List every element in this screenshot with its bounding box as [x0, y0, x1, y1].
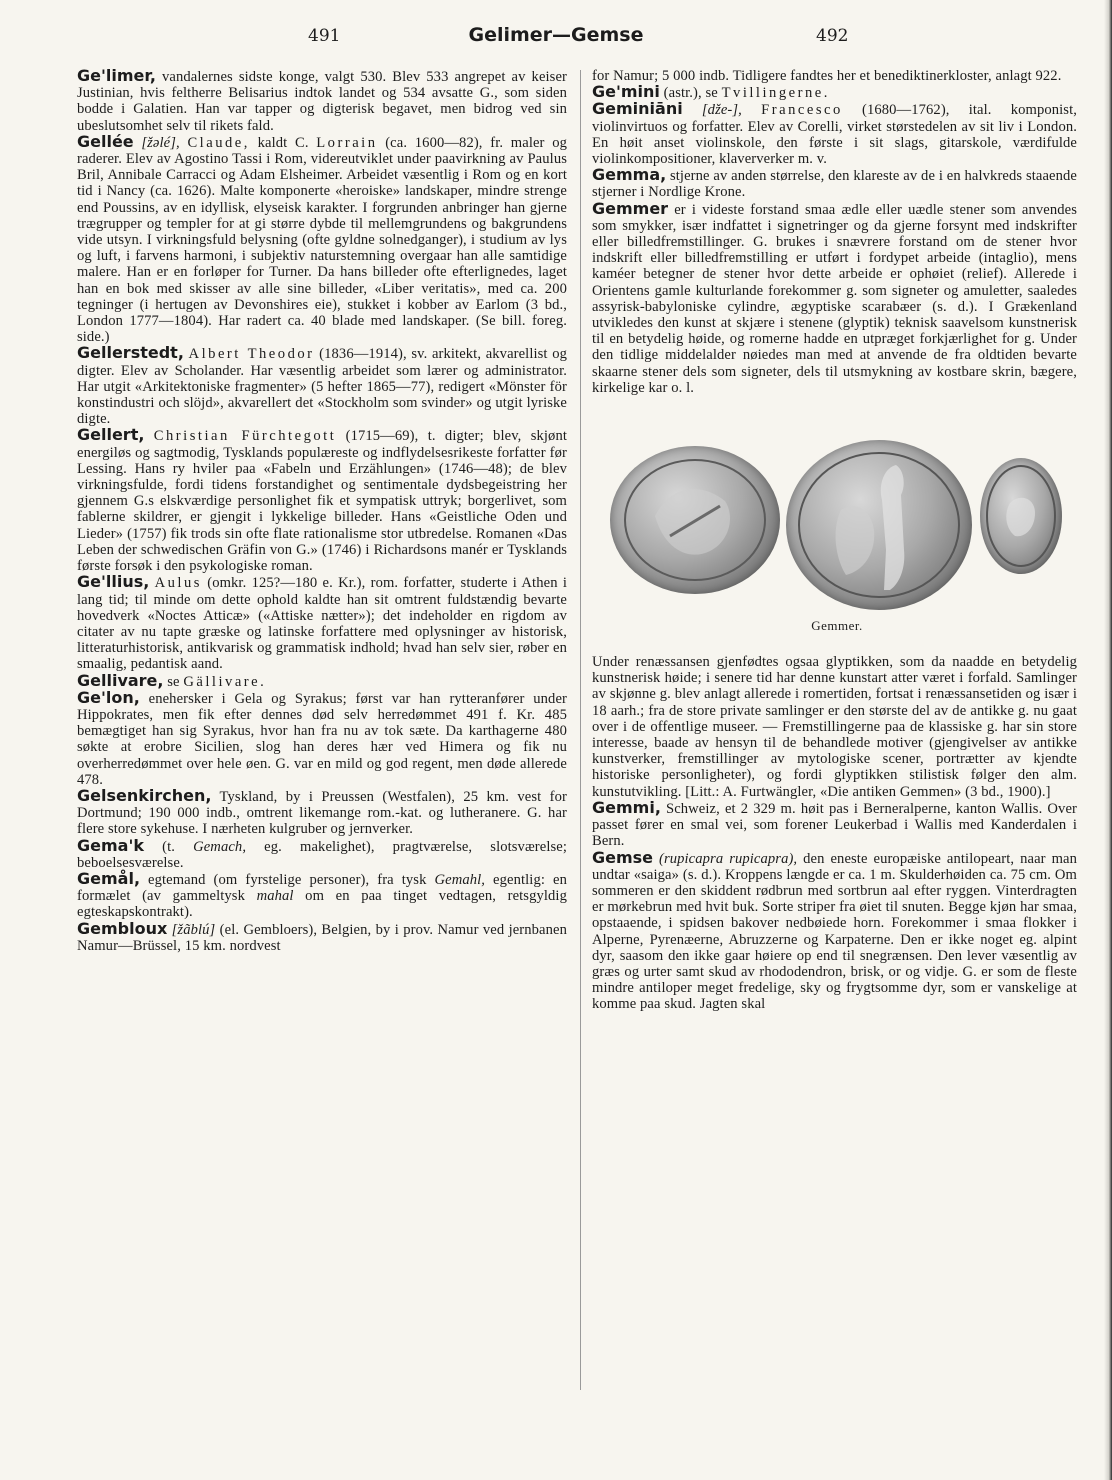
column-divider	[580, 70, 581, 1390]
headword: Gellerstedt,	[77, 343, 184, 363]
headword: Ge'lon,	[77, 687, 140, 707]
gems-illustration	[592, 440, 1077, 640]
entry-gellert: Gellert, Christian Fürchtegott (1715—69), t. digter; blev, skjønt energiløs og sagtmodig, Tysklands populæreste og indflydelsesrikeste forfatter før Lessing. Hans ry hviler paa «Fabeln und Erzählungen» (1746—48); de blev virkningsfulde, fordi tidens forstandighet og sentimentale dydsbegeistring her gjennem G.s elskværdige personlighet fik et sympatisk uttryk; borgerlivet, som fablerne skildrer, er gjengit i lykkelige billeder. Hans «Geistliche Oden und Lieder» (1757) fik trods sin ofte flate rationalisme stor utbredelse. Romanen «Das Leben der schwedischen Gräfin von G.» (1746) i Richardsons manér er Tysklands første forsøk i den psykologiske roman.	[77, 425, 567, 575]
page-number-right: 492	[816, 26, 849, 46]
gem-image-2	[786, 440, 972, 610]
headword: Ge'limer,	[77, 66, 156, 85]
entry-gemal: Gemål, egtemand (om fyrstelige personer), fra tysk Gemahl, egentlig: en formælet (av gammeltysk mahal om en paa tinget vedtagen, retsgyldig egteskapskontrakt).	[77, 868, 567, 921]
headword: Gelsenkirchen,	[77, 785, 212, 805]
gem-image-1	[610, 446, 780, 594]
entry-gemma: Gemma, stjerne av anden størrelse, den klareste av de i en halvkreds staaende stjerner i Nordlige Krone.	[592, 165, 1077, 201]
entry-gemmer-continued: Under renæssansen gjenfødtes ogsaa glyptikken, som da naadde en betydelig kunstnerisk høide; i senere tid har denne kunstart atter været i forfald. Samlinger av skjønne g. blev anlagt allerede i romertiden, fortsat i renæssansetiden og især i 18 aarh.; fra de store private samlinger er den største del av de antikke g. nu gaat over i de offentlige museer. — Fremstillingerne paa de klassiske g. har sin store interesse, baade av hensyn til de behandlede motiver (gjengivelser av antikke kunstverker, fremstillinger av mytologiske scener, portrætter av kjendte historiske personligheter), og fordi glyptikken stilistisk følger den alm. kunstutvikling. [Litt.: A. Furtwängler, «Die antiken Gemmen» (3 bd., 1900).]	[592, 654, 1077, 800]
right-column-lower	[592, 654, 1077, 1012]
entry-gellivare: Gellivare, se Gällivare.	[77, 670, 267, 690]
entry-gellee: Gellée [žəlé], Claude, kaldt C. Lorrain (ca. 1600—82), fr. maler og raderer. Elev av Agostino Tassi i Rom, videreutviklet under paavirkning av Paulus Bril, Annibale Carracci og Adam Elsheimer. Arbeidet væsentlig i Rom og en kort tid i Nancy (ca. 1626). Malte komponerte «heroiske» landskaper, mindre strenge end Poussins, av en idyllisk, elyseisk karakter. I forgrunden anbringer han gjerne trægrupper og templer for at gi større dybde til mellemgrundens og bakgrundens vide utsyn. I virkningsfuld belysning (ofte gyldne solnedganger), i studium av lys og luft, i farvens harmoni, i subjektiv naturstemning overgaar han alle samtidige malere. Han er en forløper for Turner. Da hans billeder ofte efterlignedes, laget han en bok med skisser av alle sine billeder, «Liber veritatis», med ca. 200 tegninger (i hertugen av Devonshires eie), stukket i kobber av Earlom (3 bd., London 1777—1804). Har radert ca. 40 blade med landskaper. (Se bill. foreg. side.)	[77, 131, 567, 346]
headword: Ge'mini	[592, 82, 660, 102]
entry-gelsenkirchen: Gelsenkirchen, Tyskland, by i Preussen (Westfalen), 25 km. vest for Dortmund; 190 000 indb., omtrent likemange rom.-kat. og lutheranere. G. har flere store sykehuse. I nærheten kulgruber og jernverker.	[77, 785, 567, 838]
entry-gemmer: Gemmer er i videste forstand smaa ædle eller uædle stener som anvendes som smykker, især indfattet i signetringer og da gjerne forsynt med indskrifter eller billedfremstillinger. G. brukes i snævrere forstand om de stener hvor indskrift eller billedfremstilling er utført i fordypet arbeide (intaglio), mens kaméer betegner de stener hvor dette arbeide er ophøiet (relief). Allerede i Orientens gamle kulturlande forekommer g. som signeter og amuletter, saaledes assyrisk-babyloniske cylindre, ægyptiske scarabæer (s. d.). I Grækenland utvikledes den kunst at skjære i stenene (glyptik) teknisk saavelsom kunstnerisk til en betydelig høide, og romerne hadde en utpræget forkjærlighet for g. Under den tidlige middelalder nøiedes man med at anvende de fra oldtiden bevarte skaarne stener dels som signeter, dels til utsmykning av kostbare skrin, bægere, kirkelige kar o. l.	[592, 198, 1077, 396]
entry-gelon: Ge'lon, enehersker i Gela og Syrakus; først var han rytteranfører under Hippokrates, men fik efter dennes død selv herredømmet 491 f. Kr. 485 bemægtiget han sig Syrakus, hvor han fra nu av tok sæte. Da karthagerne 480 søkte at erobre Sicilien, slog han deres hær ved Himera og fik nu overherredømmet over hele øen. G. var en mild og god regent, men døde allerede 478.	[77, 687, 567, 788]
running-title: Gelimer—Gemse	[468, 24, 644, 46]
headword: Gemma,	[592, 165, 667, 185]
entry-gemmi: Gemmi, Schweiz, et 2 329 m. høit pas i Berneralperne, kanton Wallis. Over passet fører en smal vei, som forener Leukerbad i Wallis med Kanderdalen i Bern.	[592, 797, 1077, 850]
page-number-left: 491	[308, 26, 341, 46]
entry-gellerstedt: Gellerstedt, Albert Theodor (1836—1914), sv. arkitekt, akvarellist og digter. Elev av Scholander. Har væsentlig arbeidet som lærer og administrator. Har utgit «Arkitektoniske fragmenter» (5 hefter 1865—77), redigert «Mönster för konstindustri och slöjd», akvarellert det «Stockholm som svinder» og utgit lyriske digte.	[77, 343, 568, 428]
entry-gellius: Ge'llius, Aulus (omkr. 125?—180 e. Kr.), rom. forfatter, studerte i Athen i lang tid; til minde om dette ophold kaldte han sit omtrent fuldstændig bevarte hovedverk «Noctes Atticæ» («Attiske nætter»); det indeholder en rigdom av citater av nu tapte græske og latinske forfattere med oplysninger av historisk, litteraturhistorisk, antikvarisk og grammatisk indhold; hvad han selv sier, røber en smaalig, pedantisk aand.	[77, 572, 568, 673]
headword: Gellert,	[77, 425, 145, 445]
headword: Gellivare,	[77, 670, 164, 690]
headword: Gema'k	[77, 835, 144, 855]
left-column	[77, 68, 567, 954]
headword: Gemse	[592, 847, 654, 867]
entry-gelimer: Ge'limer, vandalernes sidste konge, valgt 530. Blev 533 angrepet av keiser Justinian, hvis feltherre Belisarius indtok landet og 534 avsatte G., som siden bodde i Galatien. Han var tapper og digterisk begavet, men bidrog ved sin ubeslutsomhet selv til rikets fald.	[77, 66, 567, 134]
entry-gemini: Ge'mini (astr.), se Tvillingerne.	[592, 82, 830, 102]
headword: Gemmer	[592, 198, 669, 218]
page-header	[0, 26, 1112, 54]
headword: Gellée	[77, 131, 134, 151]
entry-gemak: Gema'k (t. Gemach, eg. makelighet), pragtværelse, slotsværelse; beboelsesværelse.	[77, 835, 567, 871]
gem-image-3	[980, 458, 1062, 574]
entry-gemse: Gemse (rupicapra rupicapra), den eneste europæiske antilopeart, naar man undtar «saiga» (s. d.). Kroppens længde er ca. 1 m. Skulderhøiden ca. 75 cm. Om sommeren er den skiddent rødbrun med sortbrun aal efter ryggen. Vinterdragten er mørkebrun med hvit buk. Sorte striper fra øiet til snuten. Begge kjøn har smaa, opstaaende, i spidsen bakover nedbøiede horn. Forekommer i smaa flokker i Alperne, Pyrenæerne, Abruzzerne og Karpaterne. Den er ikke noget eg. alpint dyr, saasom den ikke gaar høiere op end til snegrænsen. Den lever væsentlig av græs og urter samt skud av rhododendron, brisk, or og vidje. G. er som de fleste mindre antiloper meget fredelige, sky og frygtsomme dyr, som er vanskelige at komme paa skud. Jagten skal	[592, 847, 1078, 1013]
figure-caption: Gemmer.	[811, 618, 863, 634]
headword: Gemål,	[77, 868, 141, 888]
headword: Gemmi,	[592, 797, 661, 817]
entry-gembloux-continued: for Namur; 5 000 indb. Tidligere fandtes her et benediktinerkloster, anlagt 922.	[592, 68, 1062, 84]
headword: Ge'llius,	[77, 572, 150, 592]
entry-geminiani: Geminiāni [dže-], Francesco (1680—1762), ital. komponist, violinvirtuos og forfatter. Elev av Corelli, virket størstedelen av sit liv i London. En høit anset violinskole, den første i sit slags, gitarskole, værdifulde violinkompositioner, klaververker m. v.	[592, 99, 1077, 168]
entry-gembloux: Gembloux [žãblú] (el. Gembloers), Belgien, by i prov. Namur ved jernbanen Namur—Brüssel, 15 km. nordvest	[77, 918, 568, 954]
headword: Geminiāni	[592, 99, 683, 119]
right-column	[592, 68, 1077, 1013]
page-edge	[1104, 0, 1112, 1480]
headword: Gembloux	[77, 918, 168, 938]
